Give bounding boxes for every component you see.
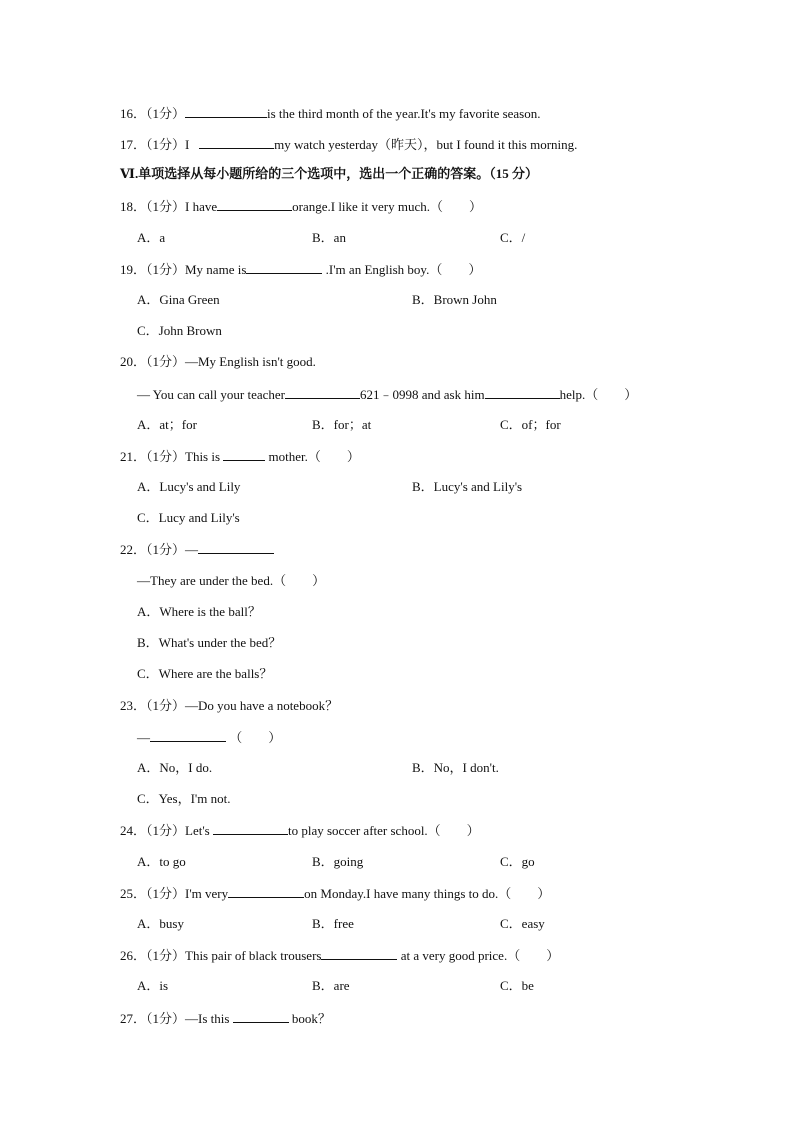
q27-text: book？ <box>288 1011 331 1026</box>
q20-blank-1[interactable] <box>285 386 360 399</box>
q26-prefix: 26．（1分）This pair of black trousers <box>120 948 322 963</box>
q19-text: .I'm an English boy.（ ） <box>322 262 482 277</box>
q26-option-b[interactable]: B．are <box>312 978 350 993</box>
q17-prefix: 17．（1分）I <box>120 137 193 152</box>
question-23: 23．（1分）—Do you have a notebook？ <box>120 698 339 713</box>
q21-prefix: 21．（1分）This is <box>120 449 224 464</box>
q25-option-a[interactable]: A．busy <box>137 916 184 931</box>
q24-blank[interactable] <box>213 822 288 835</box>
question-25 <box>120 885 550 902</box>
q22-prefix: 22．（1分）— <box>120 542 199 557</box>
q25-blank[interactable] <box>228 885 304 898</box>
question-19 <box>120 261 481 278</box>
q19-option-c[interactable]: C．John Brown <box>137 323 222 338</box>
q18-prefix: 18．（1分）I have <box>120 199 218 214</box>
q20-text-a: — You can call your teacher <box>137 387 286 402</box>
q21-text: mother.（ ） <box>265 449 360 464</box>
q18-option-c[interactable]: C．/ <box>500 230 526 245</box>
q24-option-c[interactable]: C．go <box>500 854 535 869</box>
q27-prefix: 27．（1分）—Is this <box>120 1011 233 1026</box>
q20-text-b: 621﹣0998 and ask him <box>360 387 485 402</box>
question-24 <box>120 822 480 839</box>
question-21 <box>120 448 360 465</box>
q25-prefix: 25．（1分）I'm very <box>120 886 229 901</box>
q20-option-c[interactable]: C．of；for <box>500 417 561 432</box>
question-22-reply: —They are under the bed.（ ） <box>137 573 326 588</box>
q23-option-b[interactable]: B．No，I don't. <box>412 760 499 775</box>
q20-option-b[interactable]: B．for；at <box>312 417 372 432</box>
q18-option-b[interactable]: B．an <box>312 230 346 245</box>
question-26 <box>120 947 559 964</box>
q23-option-a[interactable]: A．No，I do. <box>137 760 213 775</box>
q23-blank[interactable] <box>150 729 226 742</box>
q24-text: to play soccer after school.（ ） <box>287 823 480 838</box>
q18-blank[interactable] <box>217 198 292 211</box>
q20-blank-2[interactable] <box>485 386 560 399</box>
question-20-reply <box>137 386 637 403</box>
q22-blank[interactable] <box>198 541 274 554</box>
q26-option-a[interactable]: A．is <box>137 978 169 993</box>
q23-option-c[interactable]: C．Yes，I'm not. <box>137 791 231 806</box>
q21-blank[interactable] <box>223 448 265 461</box>
q16-text: is the third month of the year.It's my favorite season. <box>267 106 541 121</box>
q26-blank[interactable] <box>321 947 397 960</box>
q25-text: on Monday.I have many things to do.（ ） <box>304 886 551 901</box>
q24-option-b[interactable]: B．going <box>312 854 364 869</box>
q19-option-b[interactable]: B．Brown John <box>412 292 497 307</box>
q17-text: my watch yesterday（昨天），but I found it this morning. <box>274 137 578 152</box>
q27-blank[interactable] <box>233 1010 289 1023</box>
q16-prefix: 16．（1分） <box>120 106 186 121</box>
q22-option-c[interactable]: C．Where are the balls？ <box>137 666 273 681</box>
question-27 <box>120 1010 331 1027</box>
question-16 <box>120 105 541 122</box>
q18-option-a[interactable]: A．a <box>137 230 166 245</box>
q25-option-c[interactable]: C．easy <box>500 916 545 931</box>
q17-blank[interactable] <box>199 136 274 149</box>
q26-text: at a very good price.（ ） <box>397 948 560 963</box>
q19-option-a[interactable]: A．Gina Green <box>137 292 220 307</box>
question-23-reply <box>137 729 281 746</box>
q26-option-c[interactable]: C．be <box>500 978 534 993</box>
question-20: 20．（1分）—My English isn't good. <box>120 354 316 369</box>
q20-option-a[interactable]: A．at；for <box>137 417 197 432</box>
question-22 <box>120 541 274 558</box>
q21-option-b[interactable]: B．Lucy's and Lily's <box>412 479 523 494</box>
q21-option-c[interactable]: C．Lucy and Lily's <box>137 510 240 525</box>
q24-prefix: 24．（1分）Let's <box>120 823 213 838</box>
q24-option-a[interactable]: A．to go <box>137 854 186 869</box>
q16-blank[interactable] <box>185 105 267 118</box>
q23-paren: （ ） <box>229 730 282 745</box>
q19-blank[interactable] <box>246 261 322 274</box>
q22-option-a[interactable]: A．Where is the ball？ <box>137 604 261 619</box>
q20-text-c: help.（ ） <box>559 387 638 402</box>
question-17 <box>120 136 577 153</box>
question-18 <box>120 198 482 215</box>
q19-prefix: 19．（1分）My name is <box>120 262 247 277</box>
q22-option-b[interactable]: B．What's under the bed？ <box>137 635 282 650</box>
q25-option-b[interactable]: B．free <box>312 916 354 931</box>
q21-option-a[interactable]: A．Lucy's and Lily <box>137 479 241 494</box>
q23-dash: — <box>137 730 150 745</box>
q18-text: orange.I like it very much.（ ） <box>292 199 483 214</box>
section-vi-heading: Ⅵ.单项选择从每小题所给的三个选项中，选出一个正确的答案。（15 分） <box>120 166 538 181</box>
